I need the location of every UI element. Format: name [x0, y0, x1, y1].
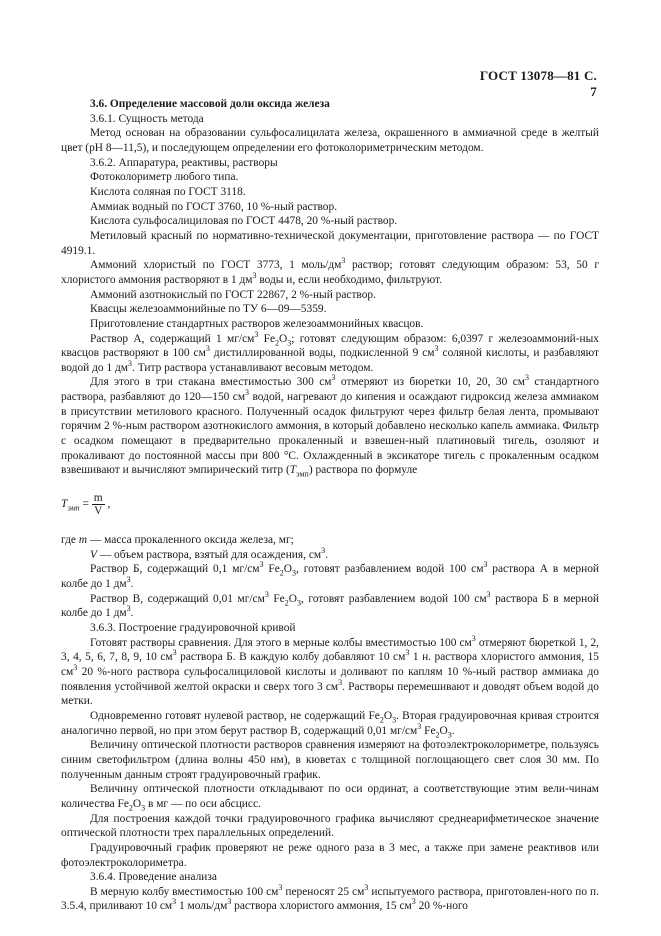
formula-fraction: $\frac{m}{V}$ [93, 492, 103, 518]
subsection-3-6-4: 3.6.4. Проведение анализа [90, 871, 217, 884]
item-standard-prep: Приготовление стандартных растворов железоаммонийных квасцов. [90, 317, 424, 330]
paragraph-check-graph: Градуировочный график проверяют не реже одного раза в 3 мес, а также при замене реактивов или фотоэлектроколориметра. [61, 841, 599, 869]
document-body [61, 97, 599, 914]
page-header: ГОСТ 13078—81 С. 7 [479, 68, 597, 99]
item-photocolorimeter: Фотоколориметр любого типа. [90, 171, 239, 184]
item-ammonium-nitrate: Аммоний азотнокислый по ГОСТ 22867, 2 %-ный раствор. [90, 288, 376, 301]
where-mass: где m — масса прокаленного оксида железа, мг; [61, 534, 294, 547]
paragraph-method: Метод основан на образовании сульфосалицилата железа, окрашенного в аммиачной среде в желтый цвет (рН 8—11,5), и последующем определении его фотоколориметрическим методом. [61, 127, 599, 154]
formula-titer: $T_{эмп}$ = $\frac{m}{V}$ , [61, 492, 111, 518]
item-ammonia: Аммиак водный по ГОСТ 3760, 10 %-ный раствор. [90, 200, 338, 213]
paragraph-solution-v: Раствор В, содержащий 0,01 $мг/см^3$ $Fe_2O_3$, готовят разбавлением водой 100 $см^3$ раствора Б в мерной колбе до 1 $дм^3$. [61, 589, 599, 620]
paragraph-zero-solution: Одновременно готовят нулевой раствор, не содержащий $Fe_2O_3$. Вторая градуировочная кривая строится аналогично первой, но при этом берут раствор В, содержащий 0,01 $мг/см^3$ $Fe_2O_3$. [61, 709, 599, 739]
paragraph-three-beakers: Для этого в три стакана вместимостью 300 $см^3$ отмеряют из бюретки 10, 20, 30 $см^3$ стандартного раствора, разбавляют до 120—150 $см^3$ водой, нагревают до кипения и осаждают гидроксид железа аммиаком в присутствии метилового красного. Полученный осадок фильтруют через фильтр белая лента, промывают горячим 2 %-ным раствором азотнокислого аммония, в который добавлено несколько капель аммиака. Фильтр с осадком помещают в предварительно прокаленный и взвешен-ный платиновый тигель, озоляют и прокаливают до постоянной массы при 800 °С. Охлажденный в эксикаторе тигель с прокаленным осадком взвешивают и вычисляют эмпирический титр $(T_{эмп})$ раствора по формуле [61, 373, 599, 479]
subsection-3-6-3: 3.6.3. Построение градуировочной кривой [90, 622, 296, 634]
paragraph-axes: Величину оптической плотности откладывают по оси ординат, а соответствующие этим вели-чинам количества $Fe_2O_3$ в мг — по оси абсцисс. [61, 783, 599, 813]
paragraph-optical-density: Величину оптической плотности растворов сравнения измеряют на фотоэлектроколориметре, пользуясь синим светофильтром (длина волны 450 нм), в кюветах с толщиной поглощающего свет слоя 30 мм. По полученным данным строят градуировочный график. [61, 739, 599, 781]
item-hcl: Кислота соляная по ГОСТ 3118. [90, 185, 246, 198]
subsection-3-6-1: 3.6.1. Сущность метода [90, 112, 204, 125]
paragraph-solution-b: Раствор Б, содержащий 0,1 $мг/см^3$ $Fe_2O_3$, готовят разбавлением водой 100 $см^3$ раствора А в мерной колбе до 1 $дм^3$. [61, 560, 599, 591]
subsection-3-6-2: 3.6.2. Аппаратура, реактивы, растворы [90, 156, 278, 169]
paragraph-each-point: Для построения каждой точки градуировочного графика вычисляют среднеарифметическое значение оптической плотности трех параллельных определений. [61, 812, 599, 840]
item-methyl-red: Метиловый красный по нормативно-технической документации, приготовление раствора — по ГОСТ 4919.1. [61, 229, 599, 257]
item-sulfosalicylic: Кислота сульфосалициловая по ГОСТ 4478, 20 %-ный раствор. [90, 215, 398, 228]
item-alum: Квасцы железоаммонийные по ТУ 6—09—5359. [90, 303, 327, 316]
paragraph-comparison-solutions: Готовят растворы сравнения. Для этого в мерные колбы вместимостью 100 $см^3$ отмеряют бюреткой 1, 2, 3, 4, 5, 6, 7, 8, 9, 10 $см^3$ раствора Б. В каждую колбу добавляют 10 $см^3$ 1 н. раствора хлористого аммония, 15 $см^3$ 20 %-ного раствора сульфосалициловой кислоты и доливают по каплям 10 %-ный раствор аммиака до появления устойчивой желтой окраски и сверх того 3 $см^3$. Растворы перемешивают и доводят объем водой до метки. [61, 633, 599, 708]
paragraph-analysis: В мерную колбу вместимостью 100 $см^3$ переносят 25 $см^3$ испытуемого раствора, приготовлен-ного по п. 3.5.4, приливают 10 $см^3$ 1 моль/$дм^3$ раствора хлористого аммония, 15 $см^3$ 20 %-ного [61, 883, 599, 913]
section-title: 3.6. Определение массовой доли оксида железа [90, 98, 330, 110]
where-volume: V — объем раствора, взятый для осаждения, $см^3$. [90, 545, 328, 561]
paragraph-solution-a: Раствор А, содержащий 1 $мг/см^3$ $Fe_2O_3$; готовят следующим образом: 6,0397 г железоаммоний-ных квасцов растворяют в 100 $см^3$ дистиллированной воды, подкисленной 9 $см^3$ соляной кислоты, и разбавляют водой до 1 $дм^3$. Титр раствора устанавливают весовым методом. [61, 329, 600, 374]
item-ammonium-chloride: Аммоний хлористый по ГОСТ 3773, 1 моль/$дм^3$ раствор; готовят следующим образом: 53, 50 г хлористого аммония растворяют в 1 $дм^3$ воды и, если необходимо, фильтруют. [61, 256, 599, 286]
